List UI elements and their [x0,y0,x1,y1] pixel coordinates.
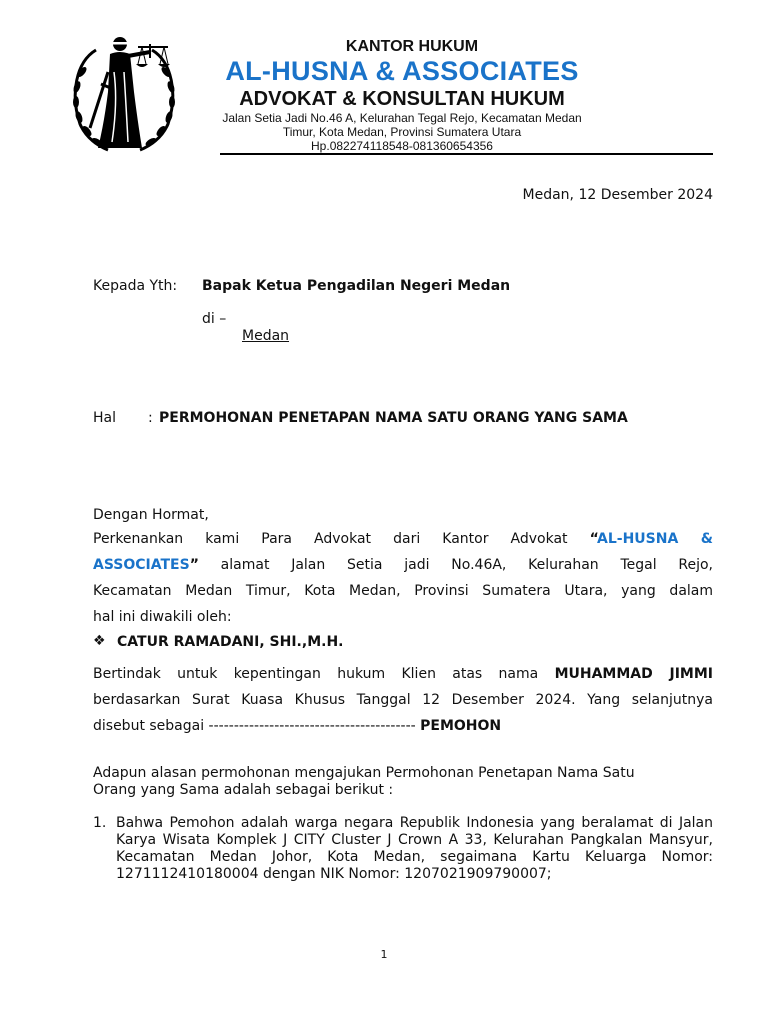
intro-firm-part2: ASSOCIATES [93,557,190,573]
list-item-text: Bahwa Pemohon adalah warga negara Republik Indonesia yang beralamat di Jalan Karya Wisata Komplek J CITY Cluster J Crown A 33, Kelurahan Pangkalan Mansyur, Kecamatan Medan Johor, Kota Medan, segaimana Kartu Keluarga Nomor: 1271112410180004 dengan NIK Nomor: 1207021909790007; [116,815,713,882]
intro-line-3: Kecamatan Medan Timur, Kota Medan, Provinsi Sumatera Utara, yang dalam [93,583,713,599]
intro-quote-close: ” [189,557,199,573]
letterhead-firm-name: AL-HUSNA & ASSOCIATES [225,56,579,86]
greeting: Dengan Hormat, [93,507,209,523]
reason-line-2: Orang yang Sama adalah sebagai berikut : [93,782,394,798]
acting-text-c: disebut sebagai ----------------------------------------- [93,718,421,734]
acting-line-3 [93,718,501,734]
intro-firm-part1: AL-HUSNA & [597,531,713,547]
letterhead-office-label: KANTOR HUKUM [345,38,479,55]
letter-date: Medan, 12 Desember 2024 [522,187,713,203]
recipient-label: Kepada Yth: [93,278,178,294]
acting-line-1 [93,666,713,682]
intro-address: alamat Jalan Setia jadi No.46A, Kelurahan Tegal Rejo, [198,557,713,573]
advocate-bullet-icon: ❖ [93,633,106,649]
recipient-city: Medan [242,328,290,344]
letterhead-phone: Hp.082274118548-081360654356 [311,139,493,153]
list-item-number: 1. [93,815,107,831]
letterhead-divider [220,153,713,155]
advocate-name: CATUR RAMADANI, SHI.,M.H. [117,634,344,650]
intro-line-4: hal ini diwakili oleh: [93,609,232,625]
subject-separator: : [148,410,153,426]
acting-text-a: Bertindak untuk kepentingan hukum Klien atas nama [93,666,555,682]
client-name: MUHAMMAD JIMMI [554,666,713,682]
pemohon-label: PEMOHON [420,718,502,734]
letterhead-address-line1: Jalan Setia Jadi No.46 A, Kelurahan Tegal Rejo, Kecamatan Medan [222,111,582,125]
intro-text-a: Perkenankan kami Para Advokat dari Kantor Advokat [93,531,590,547]
lady-justice-logo-icon [68,32,180,154]
subject-label: Hal [93,410,116,426]
subject-text: PERMOHONAN PENETAPAN NAMA SATU ORANG YANG SAMA [159,410,628,426]
intro-line-2 [93,557,713,573]
intro-line-1 [93,531,713,547]
recipient-name: Bapak Ketua Pengadilan Negeri Medan [202,278,511,294]
letterhead-address-line2: Timur, Kota Medan, Provinsi Sumatera Utara [282,125,522,139]
reason-line-1: Adapun alasan permohonan mengajukan Permohonan Penetapan Nama Satu [93,765,635,781]
letterhead-subtitle: ADVOKAT & KONSULTAN HUKUM [239,88,565,110]
acting-line-2: berdasarkan Surat Kuasa Khusus Tanggal 12 Desember 2024. Yang selanjutnya [93,692,713,708]
intro-quote-open: “ [589,531,598,547]
page-number: 1 [380,948,388,961]
recipient-di: di – [202,311,227,327]
